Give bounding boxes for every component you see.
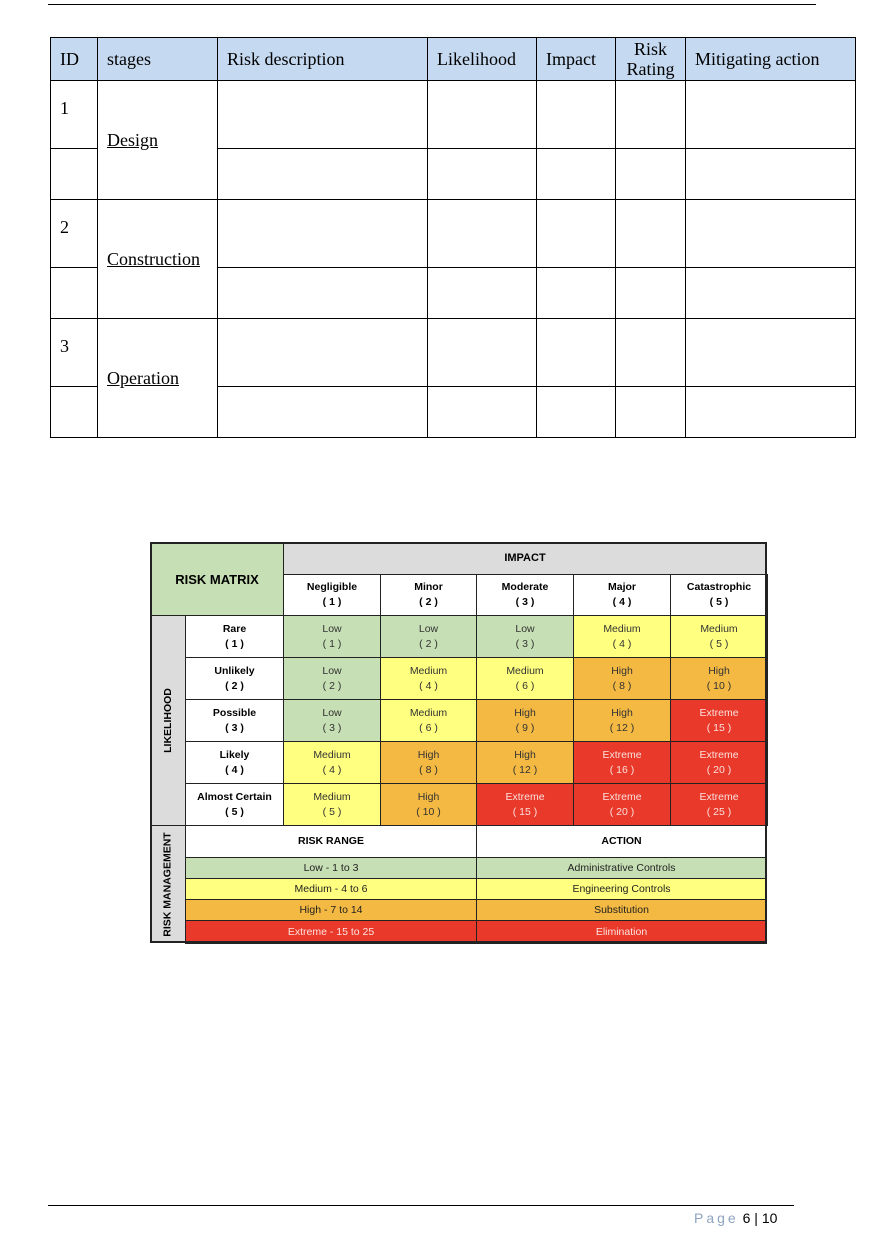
impact-col-num: ( 1 ) — [322, 596, 342, 608]
risk-score: ( 8 ) — [419, 763, 438, 776]
risk-register-table — [50, 37, 856, 438]
risk-score: ( 4 ) — [612, 637, 632, 650]
likelihood-row-num: ( 1 ) — [225, 637, 244, 650]
header-likelihood: Likelihood — [428, 38, 537, 81]
empty-cell — [616, 81, 686, 149]
risk-rating-cell — [670, 741, 768, 784]
likelihood-row-header — [185, 741, 284, 784]
row-id: 2 — [51, 200, 98, 268]
empty-cell — [428, 268, 537, 319]
empty-cell — [218, 81, 428, 149]
risk-score: ( 2 ) — [322, 679, 342, 692]
row-stage — [98, 319, 218, 438]
page-footer — [694, 1210, 777, 1226]
likelihood-row-header — [185, 615, 284, 658]
risk-rating-cell — [380, 615, 477, 658]
page-word: Page — [694, 1210, 739, 1226]
risk-rating-cell — [573, 699, 671, 742]
empty-cell — [686, 81, 856, 149]
impact-col-num: ( 4 ) — [612, 596, 632, 608]
action-text: Administrative Controls — [567, 861, 676, 874]
risk-score: ( 3 ) — [322, 721, 342, 734]
risk-level: High — [611, 706, 633, 719]
risk-level: Extreme — [699, 748, 739, 761]
impact-col-name: Minor — [414, 581, 443, 593]
risk-score: ( 12 ) — [512, 763, 538, 776]
risk-score: ( 3 ) — [515, 637, 535, 650]
empty-cell — [537, 387, 616, 438]
risk-rating-cell — [670, 615, 768, 658]
risk-range-text: High - 7 to 14 — [299, 903, 363, 916]
empty-cell — [218, 387, 428, 438]
likelihood-row-name: Possible — [212, 706, 257, 719]
risk-rating-cell — [573, 783, 671, 826]
empty-cell — [686, 268, 856, 319]
risk-level: Extreme — [699, 790, 739, 803]
action-row — [476, 878, 767, 900]
action-header-text: ACTION — [601, 835, 642, 847]
row-stage — [98, 200, 218, 319]
risk-level: Medium — [313, 748, 351, 761]
risk-level: Medium — [313, 790, 351, 803]
risk-score: ( 6 ) — [515, 679, 535, 692]
risk-level: Extreme — [602, 748, 642, 761]
top-rule — [48, 4, 816, 5]
empty-cell — [686, 387, 856, 438]
risk-level: High — [611, 664, 633, 677]
risk-range-row — [185, 920, 477, 944]
stage-label: Design — [107, 129, 158, 150]
likelihood-row-num: ( 5 ) — [225, 805, 244, 818]
risk-level: High — [708, 664, 730, 677]
empty-cell — [616, 268, 686, 319]
empty-cell — [537, 149, 616, 200]
likelihood-row-num: ( 4 ) — [225, 763, 244, 776]
risk-range-row — [185, 878, 477, 900]
risk-score: ( 2 ) — [419, 637, 438, 650]
risk-level: Low — [418, 622, 439, 635]
likelihood-row-header — [185, 657, 284, 700]
risk-rating-cell — [283, 741, 381, 784]
empty-cell — [218, 268, 428, 319]
empty-cell — [537, 268, 616, 319]
likelihood-label-text: LIKELIHOOD — [161, 688, 174, 753]
footer-rule — [48, 1205, 794, 1206]
empty-cell — [218, 149, 428, 200]
likelihood-row-header — [185, 783, 284, 826]
risk-rating-cell — [476, 657, 574, 700]
risk-range-header-text: RISK RANGE — [298, 835, 364, 847]
empty-cell — [616, 387, 686, 438]
risk-rating-cell — [380, 657, 477, 700]
action-header — [476, 825, 767, 858]
header-risk-description: Risk description — [218, 38, 428, 81]
risk-score: ( 12 ) — [609, 721, 635, 734]
risk-range-text: Medium - 4 to 6 — [294, 882, 368, 895]
risk-rating-cell — [476, 783, 574, 826]
impact-col-header — [476, 574, 574, 616]
empty-cell — [428, 81, 537, 149]
empty-cell — [51, 268, 98, 319]
stage-label: Operation — [107, 367, 179, 388]
risk-level: Extreme — [505, 790, 545, 803]
table-row — [51, 81, 856, 149]
likelihood-row-name: Almost Certain — [197, 790, 272, 803]
risk-score: ( 5 ) — [709, 637, 729, 650]
empty-cell — [616, 149, 686, 200]
risk-level: Medium — [603, 622, 641, 635]
risk-rating-cell — [380, 741, 477, 784]
risk-level: High — [417, 748, 440, 761]
header-impact: Impact — [537, 38, 616, 81]
header-risk-rating: Risk Rating — [616, 38, 686, 81]
risk-management-label-text: RISK MANAGEMENT — [161, 831, 174, 937]
risk-rating-cell — [476, 615, 574, 658]
impact-col-header — [380, 574, 477, 616]
empty-cell — [537, 319, 616, 387]
table-row — [51, 319, 856, 387]
risk-score: ( 4 ) — [419, 679, 438, 692]
empty-cell — [616, 319, 686, 387]
risk-range-row — [185, 857, 477, 879]
risk-rating-cell — [573, 741, 671, 784]
impact-col-name: Catastrophic — [686, 581, 752, 593]
likelihood-row-name: Likely — [219, 748, 250, 761]
action-row — [476, 920, 767, 944]
risk-level: High — [514, 706, 536, 719]
likelihood-row-header — [185, 699, 284, 742]
impact-col-num: ( 5 ) — [709, 596, 729, 608]
risk-level: Extreme — [699, 706, 739, 719]
row-id: 1 — [51, 81, 98, 149]
risk-rating-cell — [283, 699, 381, 742]
risk-level: High — [417, 790, 440, 803]
empty-cell — [686, 319, 856, 387]
risk-matrix-title: RISK MATRIX — [150, 542, 284, 616]
row-id: 3 — [51, 319, 98, 387]
risk-score: ( 15 ) — [706, 721, 732, 734]
empty-cell — [686, 200, 856, 268]
risk-score: ( 5 ) — [322, 805, 342, 818]
risk-rating-cell — [283, 783, 381, 826]
likelihood-row-num: ( 3 ) — [225, 721, 244, 734]
action-row — [476, 857, 767, 879]
empty-cell — [51, 149, 98, 200]
risk-level: Low — [322, 706, 342, 719]
risk-rating-cell — [476, 741, 574, 784]
action-text: Elimination — [595, 925, 648, 938]
risk-rating-cell — [573, 615, 671, 658]
risk-score: ( 6 ) — [419, 721, 438, 734]
risk-score: ( 1 ) — [322, 637, 342, 650]
risk-score: ( 25 ) — [706, 805, 732, 818]
empty-cell — [537, 200, 616, 268]
empty-cell — [428, 319, 537, 387]
likelihood-row-num: ( 2 ) — [225, 679, 244, 692]
risk-score: ( 10 ) — [416, 805, 441, 818]
register-header-row — [51, 38, 856, 81]
impact-col-header — [283, 574, 381, 616]
risk-level: Extreme — [602, 790, 642, 803]
risk-management-side-label — [150, 825, 186, 943]
empty-cell — [537, 81, 616, 149]
risk-rating-cell — [283, 657, 381, 700]
risk-score: ( 4 ) — [322, 763, 342, 776]
risk-level: Low — [515, 622, 535, 635]
row-stage — [98, 81, 218, 200]
risk-matrix-figure — [150, 542, 767, 943]
risk-rating-cell — [380, 699, 477, 742]
header-stages: stages — [98, 38, 218, 81]
impact-col-name: Negligible — [306, 581, 358, 593]
empty-cell — [428, 149, 537, 200]
empty-cell — [51, 387, 98, 438]
risk-rating-cell — [573, 657, 671, 700]
risk-level: Medium — [700, 622, 738, 635]
risk-rating-cell — [670, 699, 768, 742]
header-id: ID — [51, 38, 98, 81]
action-row — [476, 899, 767, 921]
risk-range-text: Extreme - 15 to 25 — [287, 925, 375, 938]
header-mitigating-action: Mitigating action — [686, 38, 856, 81]
risk-range-header — [185, 825, 477, 858]
empty-cell — [218, 200, 428, 268]
risk-rating-cell — [476, 699, 574, 742]
risk-range-text: Low - 1 to 3 — [303, 861, 359, 874]
risk-score: ( 10 ) — [706, 679, 732, 692]
empty-cell — [428, 200, 537, 268]
risk-level: High — [514, 748, 536, 761]
action-text: Substitution — [594, 903, 649, 916]
risk-level: Medium — [409, 664, 448, 677]
impact-col-header — [670, 574, 768, 616]
likelihood-row-name: Rare — [222, 622, 247, 635]
impact-col-name: Major — [607, 581, 636, 593]
risk-score: ( 15 ) — [512, 805, 538, 818]
risk-score: ( 20 ) — [609, 805, 635, 818]
risk-level: Medium — [506, 664, 544, 677]
empty-cell — [218, 319, 428, 387]
likelihood-side-label — [150, 615, 186, 826]
risk-score: ( 9 ) — [515, 721, 535, 734]
page-total: 10 — [761, 1210, 778, 1226]
impact-col-num: ( 3 ) — [515, 596, 535, 608]
risk-level: Low — [322, 622, 342, 635]
risk-level: Low — [322, 664, 342, 677]
risk-score: ( 16 ) — [609, 763, 635, 776]
impact-col-header — [573, 574, 671, 616]
page-separator: | — [754, 1210, 758, 1226]
table-row — [51, 200, 856, 268]
risk-level: Medium — [409, 706, 448, 719]
impact-header: IMPACT — [283, 542, 767, 575]
risk-rating-cell — [670, 783, 768, 826]
page-number: 6 — [742, 1210, 751, 1226]
empty-cell — [616, 200, 686, 268]
action-text: Engineering Controls — [572, 882, 671, 895]
risk-score: ( 8 ) — [612, 679, 632, 692]
impact-col-num: ( 2 ) — [419, 596, 438, 608]
empty-cell — [428, 387, 537, 438]
impact-col-name: Moderate — [501, 581, 549, 593]
risk-score: ( 20 ) — [706, 763, 732, 776]
empty-cell — [686, 149, 856, 200]
risk-rating-cell — [283, 615, 381, 658]
risk-rating-cell — [670, 657, 768, 700]
likelihood-row-name: Unlikely — [214, 664, 255, 677]
risk-range-row — [185, 899, 477, 921]
stage-label: Construction — [107, 248, 200, 269]
risk-rating-cell — [380, 783, 477, 826]
